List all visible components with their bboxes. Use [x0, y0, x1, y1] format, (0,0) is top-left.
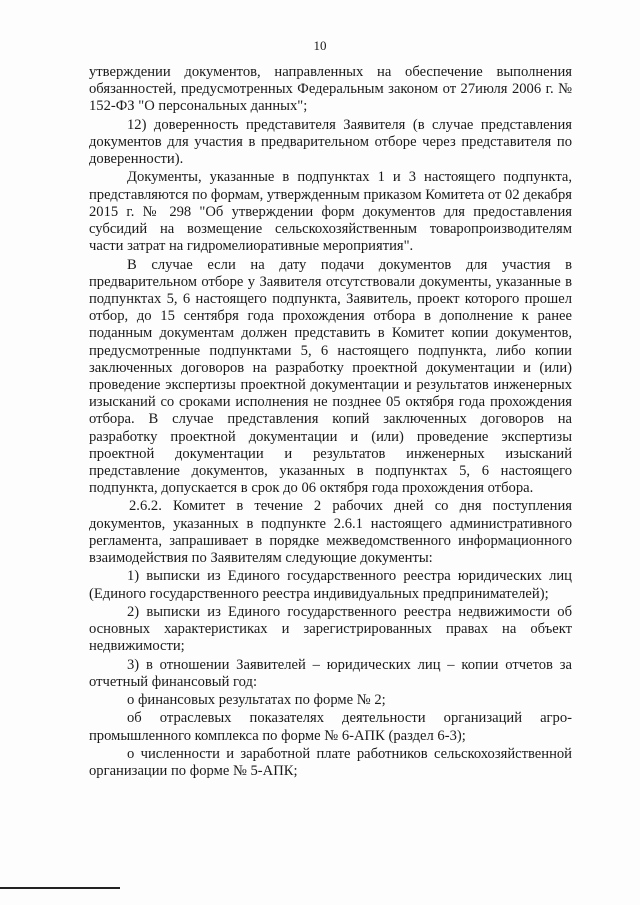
page-number: 10 — [313, 38, 327, 53]
paragraph-form-6-apk: об отраслевых показателях деятельности организаций агро-промышленного комплекса по форме № 6-АПК (раздел 6-3); — [89, 710, 572, 744]
scan-edge-line — [0, 887, 120, 889]
paragraph-item-1: 1) выписки из Единого государственного реестра юридических лиц (Единого государственного реестра индивидуальных предпринимателей); — [89, 568, 572, 602]
paragraph-forms: Документы, указанные в подпунктах 1 и 3 настоящего подпункта, представляются по формам, утвержденным приказом Комитета от 02 декабря 2015 г. № 298 "Об утверждении форм документов для предоставления субсидий на возмещение сельскохозяйственным товаропроизводителям части затрат на гидромелиоративные мероприятия". — [89, 169, 572, 255]
paragraph-form-5-apk: о численности и заработной плате работников сельскохозяйственной организации по форме № 5-АПК; — [89, 745, 572, 780]
document-body — [89, 64, 572, 781]
paragraph-form-2: о финансовых результатах по форме № 2; — [127, 692, 386, 709]
paragraph-item-3: 3) в отношении Заявителей – юридических лиц – копии отчетов за отчетный финансовый год: — [89, 656, 572, 690]
paragraph-item-12: 12) доверенность представителя Заявителя (в случае представления документов для участия в предварительном отборе через представителя по доверенности). — [89, 116, 572, 168]
paragraph-continuation: утверждении документов, направленных на обеспечение выполнения обязанностей, предусмотренных Федеральным законом от 27июля 2006 г. № 152-ФЗ "О персональных данных"; — [89, 64, 572, 115]
paragraph-item-2: 2) выписки из Единого государственного реестра недвижимости об основных характеристиках и зарегистрированных правах на объект недвижимости; — [89, 603, 572, 655]
paragraph-2-6-2: 2.6.2. Комитет в течение 2 рабочих дней со дня поступления документов, указанных в подпункте 2.6.1 настоящего административного регламента, запрашивает в порядке межведомственного информационного взаимодействия по Заявителям следующие документы: — [89, 498, 572, 567]
paragraph-missing-documents: В случае если на дату подачи документов для участия в предварительном отборе у Заявителя отсутствовали документы, указанные в подпунктах 5, 6 настоящего подпункта, Заявитель, проект которого прошел отбор, до 15 сентября года прохождения отбора в дополнение к ранее поданным документам должен представить в Комитет копии документов, предусмотренные подпунктами 5, 6 настоящего подпункта, либо копии заключенных договоров на разработку проектной документации и (или) проведение экспертизы проектной документации и результатов инженерных изысканий со сроками исполнения не позднее 05 октября года прохождения отбора. В случае представления копий заключенных договоров на разработку проектной документации и (или) проведение экспертизы проектной документации и результатов инженерных изысканий представление документов, указанных в подпунктах 5, 6 настоящего подпункта, допускается в срок до 06 октября года прохождения отбора. — [89, 256, 572, 497]
